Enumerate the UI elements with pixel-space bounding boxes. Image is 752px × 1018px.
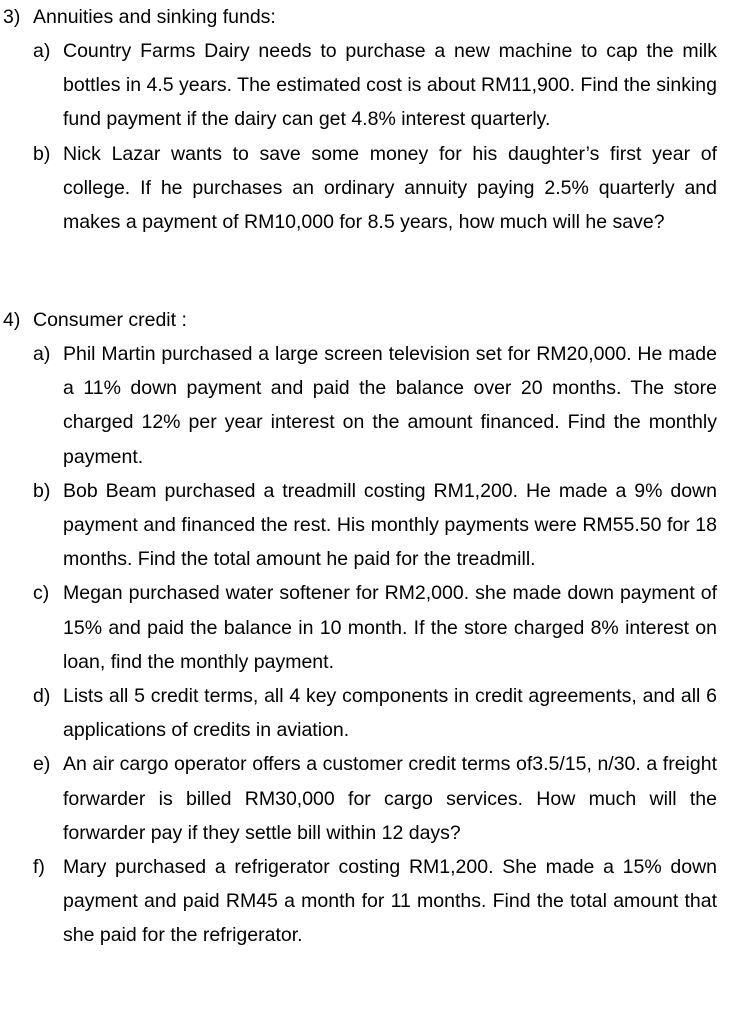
question-letter: c) <box>33 582 50 605</box>
question-letter: f) <box>33 856 45 879</box>
section-consumer-credit <box>0 303 752 953</box>
section-title: Annuities and sinking funds: <box>33 6 276 28</box>
question-letter: e) <box>33 753 51 776</box>
question-text: Mary purchased a refrigerator costing RM1,200. She made a 15% down payment and paid RM45 a month for 11 months. Find the total amount that she paid for the refrigerator. <box>63 856 717 947</box>
question-text: Bob Beam purchased a treadmill costing RM1,200. He made a 9% down payment and financed the rest. His monthly payments were RM55.50 for 18 months. Find the total amount he paid for the treadmill. <box>63 479 717 571</box>
question-text: Country Farms Dairy needs to purchase a new machine to cap the milk bottles in 4.5 years. The estimated cost is about RM11,900. Find the sinking fund payment if the dairy can get 4.8% interest quarterly. <box>63 40 717 131</box>
question-item-4d <box>33 679 717 747</box>
question-letter: a) <box>33 40 51 62</box>
section-heading <box>0 0 752 34</box>
question-letter: a) <box>33 343 51 365</box>
section-number: 4) <box>3 309 21 331</box>
section-number: 3) <box>3 6 21 28</box>
question-text: Nick Lazar wants to save some money for his daughter’s first year of college. If he purchases an ordinary annuity paying 2.5% quarterly and makes a payment of RM10,000 for 8.5 years, how much will he save? <box>63 142 717 234</box>
question-item-3a <box>33 34 717 137</box>
question-text: Lists all 5 credit terms, all 4 key components in credit agreements, and all 6 applications of credits in aviation. <box>63 685 717 742</box>
question-letter: b) <box>33 142 51 165</box>
question-letter: b) <box>33 479 51 502</box>
section-title: Consumer credit : <box>33 309 187 331</box>
section-annuities <box>0 0 752 239</box>
question-item-4f <box>33 850 717 953</box>
question-letter: d) <box>33 685 51 708</box>
question-item-4b <box>33 474 717 577</box>
question-item-4e <box>33 747 717 850</box>
question-text: Megan purchased water softener for RM2,000. she made down payment of 15% and paid the balance in 10 month. If the store charged 8% interest on loan, find the monthly payment. <box>63 582 717 673</box>
question-item-4a <box>33 337 717 474</box>
question-item-4c <box>33 576 717 679</box>
question-text: An air cargo operator offers a customer credit terms of3.5/15, n/30. a freight forwarder is billed RM30,000 for cargo services. How much will the forwarder pay if they settle bill within 12 days? <box>63 753 717 844</box>
section-heading <box>0 303 752 337</box>
question-text: Phil Martin purchased a large screen television set for RM20,000. He made a 11% down payment and paid the balance over 20 months. The store charged 12% per year interest on the amount financed. Find the monthly payment. <box>63 343 717 468</box>
question-item-3b <box>33 137 717 240</box>
